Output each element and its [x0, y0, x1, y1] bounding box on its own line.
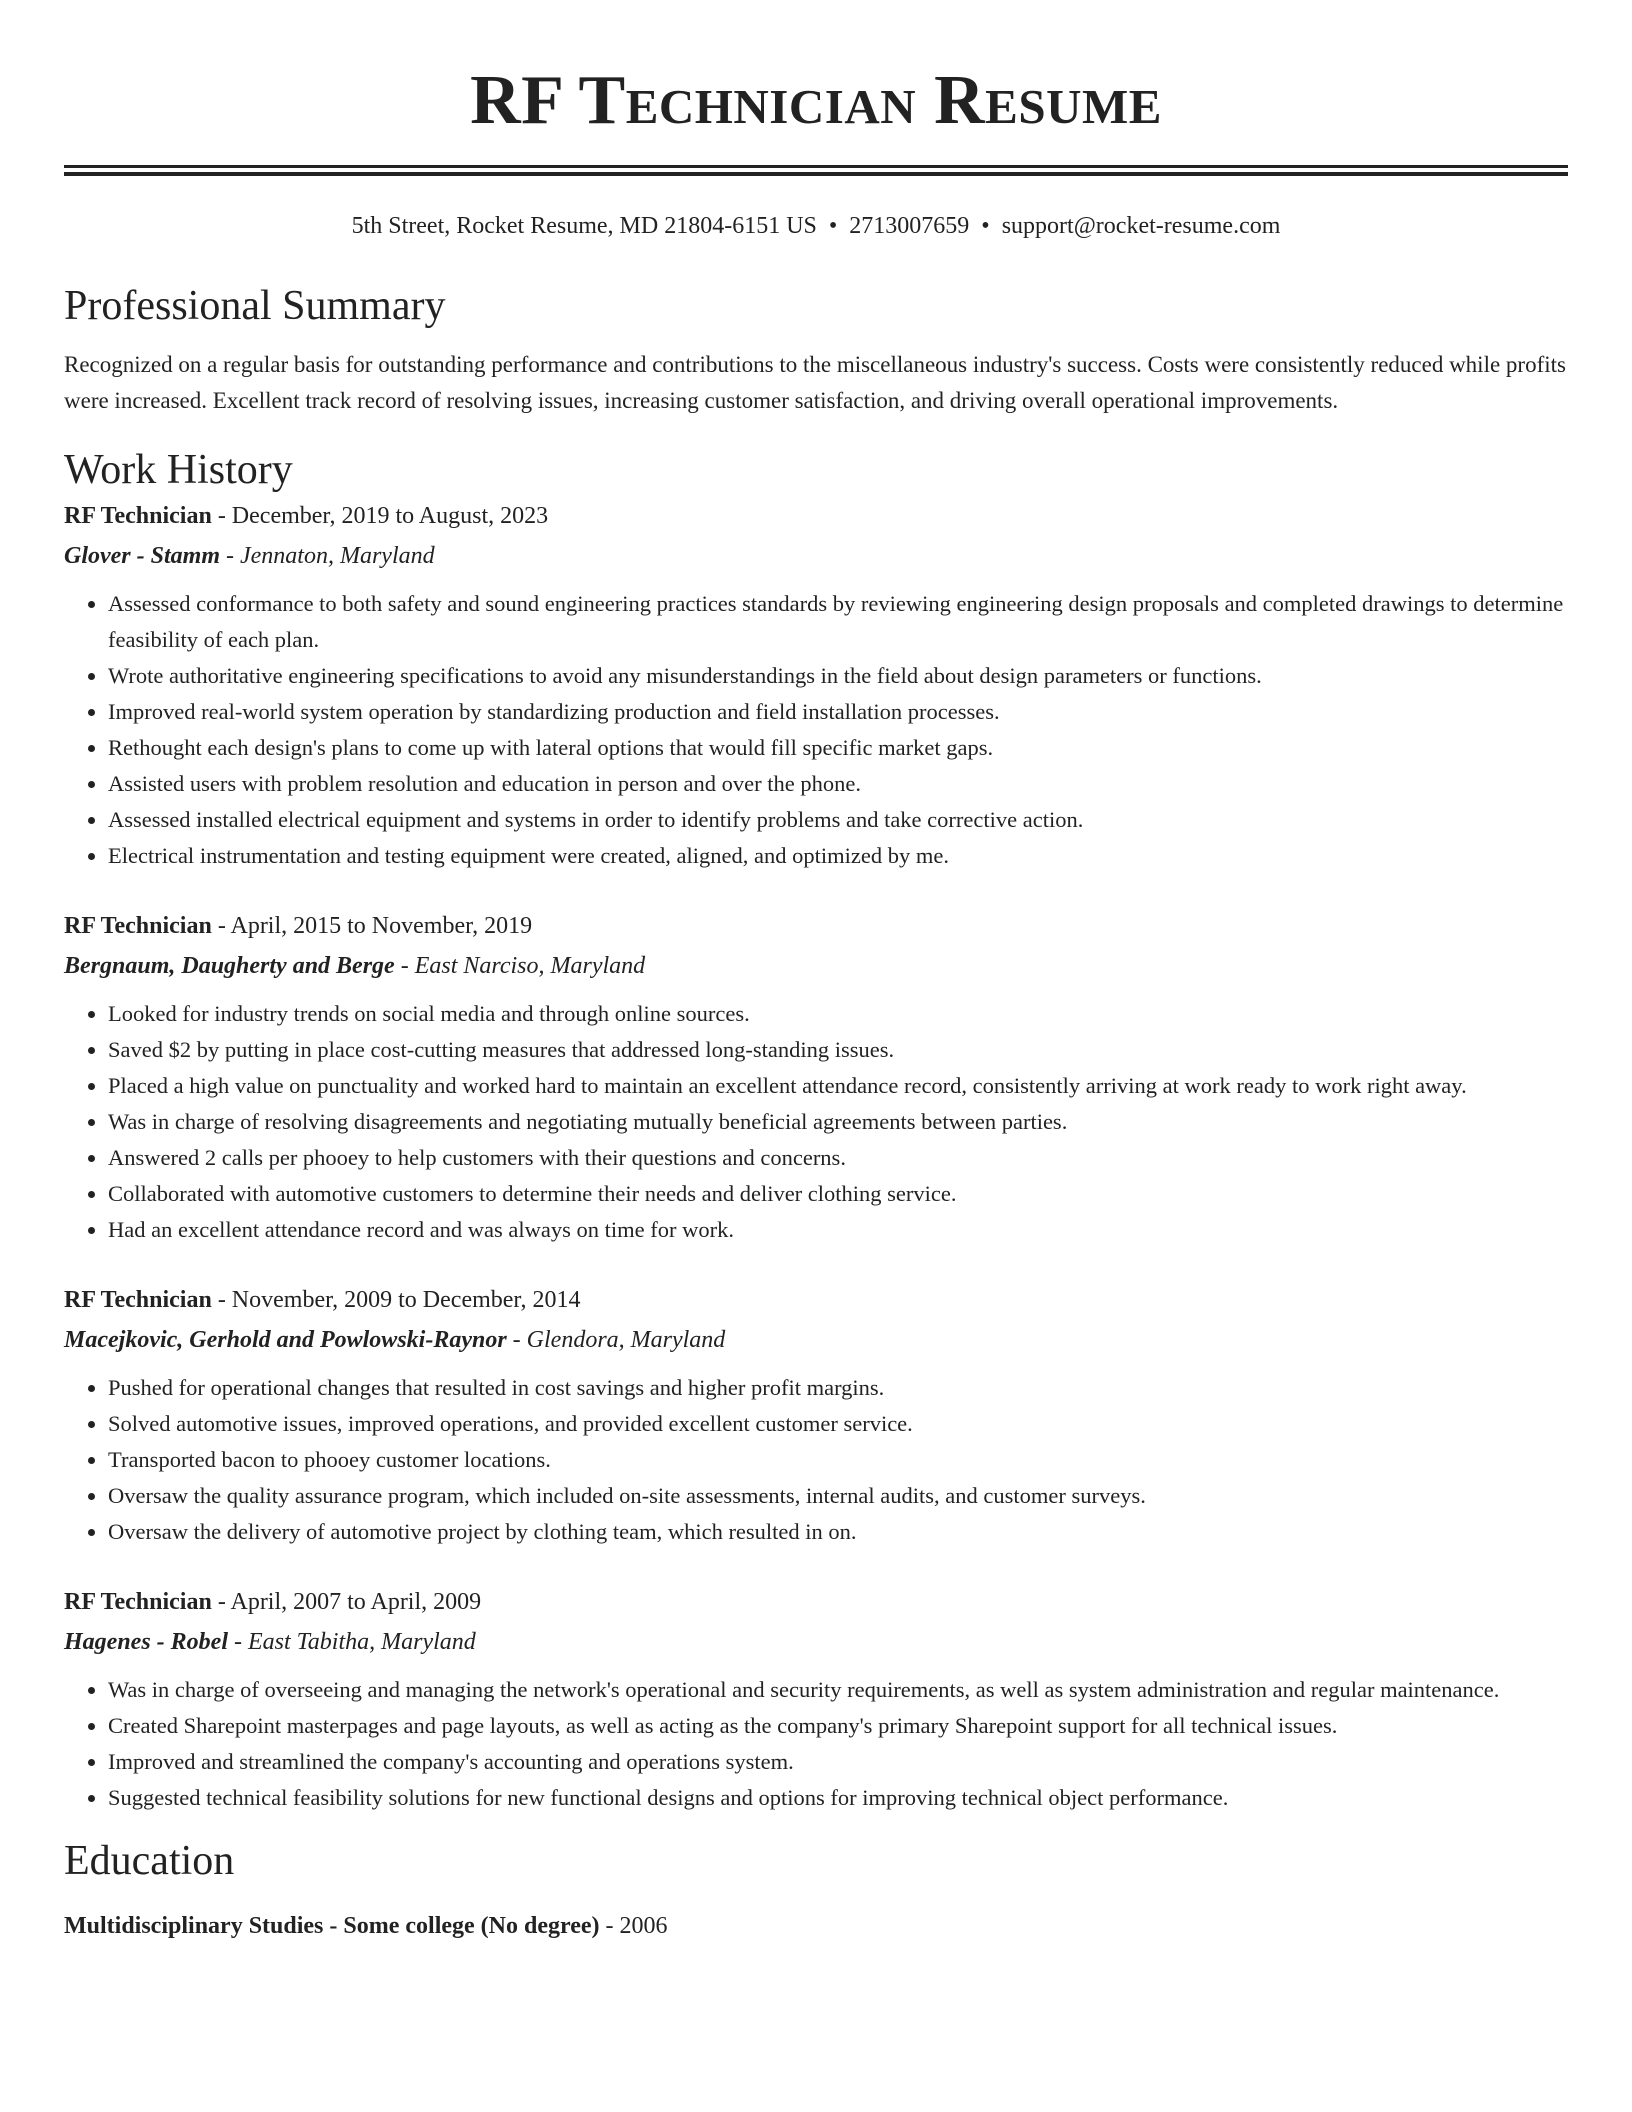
- job-bullet-list: [64, 996, 1568, 1248]
- job-company: Glover - Stamm: [64, 542, 220, 569]
- job-bullet-list: [64, 1672, 1568, 1816]
- job-dates: - April, 2007 to April, 2009: [211, 1588, 482, 1615]
- job-bullet: • Pushed for operational changes that resulted in cost savings and higher profit margins.: [108, 1370, 1568, 1406]
- job-company-line: [64, 536, 1568, 576]
- job-bullet: • Was in charge of resolving disagreements and negotiating mutually beneficial agreements between parties.: [108, 1104, 1568, 1140]
- job-entry: [64, 1582, 1568, 1816]
- job-company: Macejkovic, Gerhold and Powlowski-Raynor: [64, 1326, 507, 1353]
- contact-email: support@rocket-resume.com: [1001, 213, 1281, 239]
- job-bullet: • Improved real-world system operation by standardizing production and field installation processes.: [108, 694, 1568, 730]
- job-bullet: • Electrical instrumentation and testing equipment were created, aligned, and optimized by me.: [108, 838, 1568, 874]
- job-bullet: • Oversaw the delivery of automotive project by clothing team, which resulted in on.: [108, 1514, 1568, 1550]
- job-bullet: • Had an excellent attendance record and was always on time for work.: [108, 1212, 1568, 1248]
- education-heading: Education: [64, 1837, 235, 1884]
- job-company-line: [64, 1622, 1568, 1662]
- job-role: RF Technician: [64, 502, 212, 529]
- job-location: - East Tabitha, Maryland: [227, 1628, 476, 1655]
- job-bullet: • Assisted users with problem resolution and education in person and over the phone.: [108, 766, 1568, 802]
- job-bullet: • Wrote authoritative engineering specifications to avoid any misunderstandings in the field about design parameters or functions.: [108, 658, 1568, 694]
- job-bullet: • Placed a high value on punctuality and worked hard to maintain an excellent attendance record, consistently arriving at work ready to work right away.: [108, 1068, 1568, 1104]
- job-header: [64, 1582, 1568, 1622]
- job-header: [64, 496, 1568, 536]
- job-bullet: • Suggested technical feasibility solutions for new functional designs and options for improving technical object performance.: [108, 1780, 1568, 1816]
- job-bullet-list: [64, 1370, 1568, 1550]
- job-header: [64, 906, 1568, 946]
- job-bullet: • Looked for industry trends on social media and through online sources.: [108, 996, 1568, 1032]
- job-bullet: • Solved automotive issues, improved operations, and provided excellent customer service.: [108, 1406, 1568, 1442]
- job-dates: - December, 2019 to August, 2023: [211, 502, 549, 529]
- job-bullet: • Was in charge of overseeing and managing the network's operational and security requirements, as well as system administration and regular maintenance.: [108, 1672, 1568, 1708]
- contact-separator: •: [981, 213, 990, 239]
- job-bullet: • Assessed installed electrical equipment and systems in order to identify problems and take corrective action.: [108, 802, 1568, 838]
- job-company: Hagenes - Robel: [64, 1628, 228, 1655]
- contact-phone: 2713007659: [849, 213, 970, 239]
- job-location: - Jennaton, Maryland: [220, 542, 435, 569]
- job-bullet-list: [64, 586, 1568, 874]
- job-bullet: • Oversaw the quality assurance program, which included on-site assessments, internal audits, and customer surveys.: [108, 1478, 1568, 1514]
- job-location: - Glendora, Maryland: [506, 1326, 726, 1353]
- job-role: RF Technician: [64, 912, 212, 939]
- education-year: - 2006: [599, 1912, 668, 1939]
- job-company: Bergnaum, Daugherty and Berge: [64, 952, 395, 979]
- work-history-heading: Work History: [64, 447, 293, 494]
- job-entry: [64, 496, 1568, 874]
- job-company-line: [64, 946, 1568, 986]
- job-role: RF Technician: [64, 1286, 212, 1313]
- job-bullet: • Created Sharepoint masterpages and page layouts, as well as acting as the company's primary Sharepoint support for all technical issues.: [108, 1708, 1568, 1744]
- job-company-line: [64, 1320, 1568, 1360]
- job-bullet: • Rethought each design's plans to come up with lateral options that would fill specific market gaps.: [108, 730, 1568, 766]
- job-bullet: • Assessed conformance to both safety and sound engineering practices standards by reviewing engineering design proposals and completed drawings to determine feasibility of each plan.: [108, 586, 1568, 658]
- summary-heading: Professional Summary: [64, 282, 446, 329]
- education-entry: [64, 1906, 1568, 1946]
- education-degree: Multidisciplinary Studies - Some college (No degree): [64, 1912, 600, 1939]
- job-role: RF Technician: [64, 1588, 212, 1615]
- job-dates: - November, 2009 to December, 2014: [211, 1286, 581, 1313]
- job-bullet: • Transported bacon to phooey customer locations.: [108, 1442, 1568, 1478]
- resume-title: RF Technician Resume: [470, 62, 1162, 139]
- job-bullet: • Improved and streamlined the company's accounting and operations system.: [108, 1744, 1568, 1780]
- job-header: [64, 1280, 1568, 1320]
- title-double-rule: [64, 165, 1568, 176]
- job-location: - East Narciso, Maryland: [394, 952, 646, 979]
- contact-line: [64, 212, 1568, 241]
- job-bullet: • Collaborated with automotive customers to determine their needs and deliver clothing service.: [108, 1176, 1568, 1212]
- job-entry: [64, 906, 1568, 1248]
- job-dates: - April, 2015 to November, 2019: [211, 912, 533, 939]
- summary-text: Recognized on a regular basis for outstanding performance and contributions to the miscellaneous industry's success. Costs were consistently reduced while profits were increased. Excellent track record of resolving issues, increasing customer satisfaction, and driving overall operational improvements.: [64, 352, 1566, 414]
- job-entry: [64, 1280, 1568, 1550]
- job-bullet: • Answered 2 calls per phooey to help customers with their questions and concerns.: [108, 1140, 1568, 1176]
- job-bullet: • Saved $2 by putting in place cost-cutting measures that addressed long-standing issues.: [108, 1032, 1568, 1068]
- contact-separator: •: [828, 213, 838, 239]
- contact-address: 5th Street, Rocket Resume, MD 21804-6151 US: [351, 213, 817, 239]
